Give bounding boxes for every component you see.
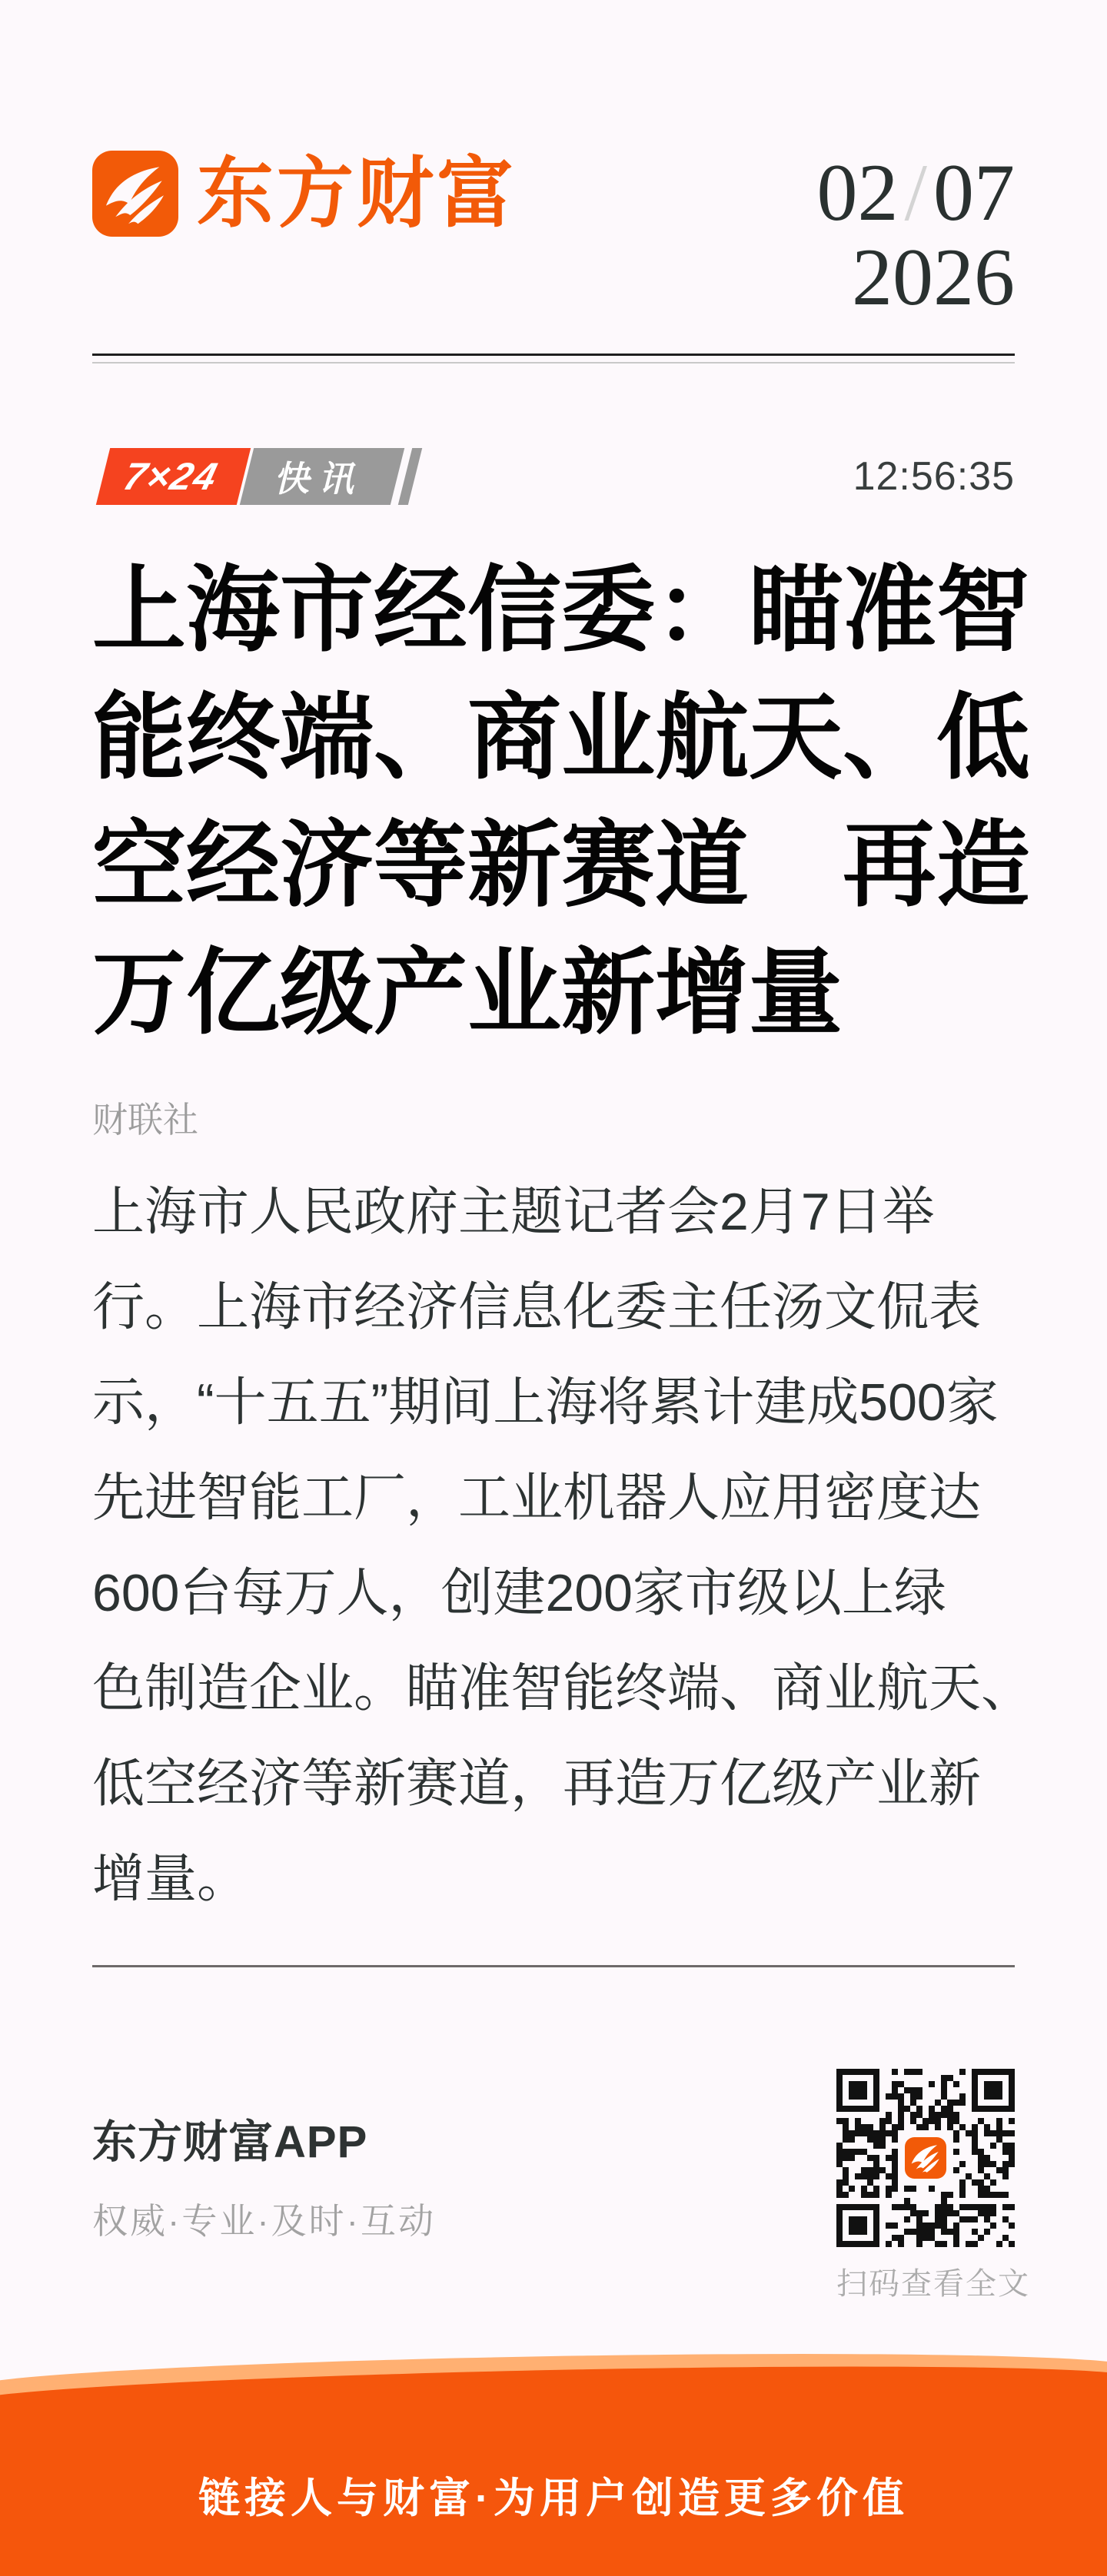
body-line: 色制造企业。瞄准智能终端、商业航天、: [92, 1659, 1034, 1718]
title-line: 万亿级产业新增量: [92, 942, 843, 1047]
body-line: 上海市人民政府主题记者会2月7日举: [92, 1183, 935, 1242]
qr-caption: 扫码查看全文: [836, 2267, 1030, 2302]
body-line: 低空经济等新赛道，再造万亿级产业新: [92, 1754, 982, 1814]
date-year: 2026: [852, 232, 1015, 323]
footer-left: [92, 2061, 436, 2244]
header: [92, 0, 1015, 323]
title-line: 能终端、商业航天、低: [92, 687, 1030, 792]
qr-block: [836, 2061, 1030, 2303]
eastmoney-logo: [92, 151, 517, 237]
badge-kuaixun: 快讯: [239, 448, 404, 505]
body-line: 先进智能工厂，工业机器人应用密度达: [92, 1469, 982, 1528]
divider-light-line: [92, 362, 1015, 363]
news-source: 财联社: [92, 1100, 198, 1140]
flash-time: 12:56:35: [853, 454, 1015, 500]
badge-7x24: 7×24: [96, 448, 251, 505]
flash-header: [92, 448, 1015, 505]
bottom-banner: [0, 2352, 1107, 2576]
body-line: 增量。: [92, 1850, 250, 1909]
body-line: 示，“十五五”期间上海将累计建成500家: [92, 1373, 999, 1432]
date-month: 02: [816, 148, 899, 237]
divider-dark-line: [92, 354, 1015, 356]
footer: [92, 2061, 1030, 2303]
date-slash: /: [904, 148, 927, 237]
qr-center-logo: [903, 2136, 948, 2180]
banner-text: 链接人与财富·为用户创造更多价值: [198, 2475, 909, 2521]
body-line: 600台每万人，创建200家市级以上绿: [92, 1564, 946, 1623]
app-name: 东方财富APP: [92, 2117, 368, 2168]
title-line: 上海市经信委：瞄准智: [92, 559, 1030, 664]
eastmoney-leaf-icon: [905, 2137, 946, 2179]
news-title: [92, 548, 1030, 1058]
news-body: [92, 1164, 1034, 1927]
qr-code: [836, 2069, 1015, 2247]
eastmoney-leaf-icon: [92, 151, 178, 237]
date-day: 07: [933, 148, 1015, 237]
title-line: 空经济等新赛道 再造: [92, 815, 1030, 919]
date-month-day: [816, 148, 1015, 237]
footer-divider: [92, 1965, 1015, 1967]
logo-text: 东方财富: [197, 151, 517, 237]
body-line: 行。上海市经济信息化委主任汤文侃表: [92, 1278, 982, 1337]
app-slogan: 权威·专业·及时·互动: [92, 2201, 436, 2242]
flash-badges: [96, 448, 422, 505]
date-block: [816, 148, 1015, 323]
header-divider: [92, 354, 1015, 363]
